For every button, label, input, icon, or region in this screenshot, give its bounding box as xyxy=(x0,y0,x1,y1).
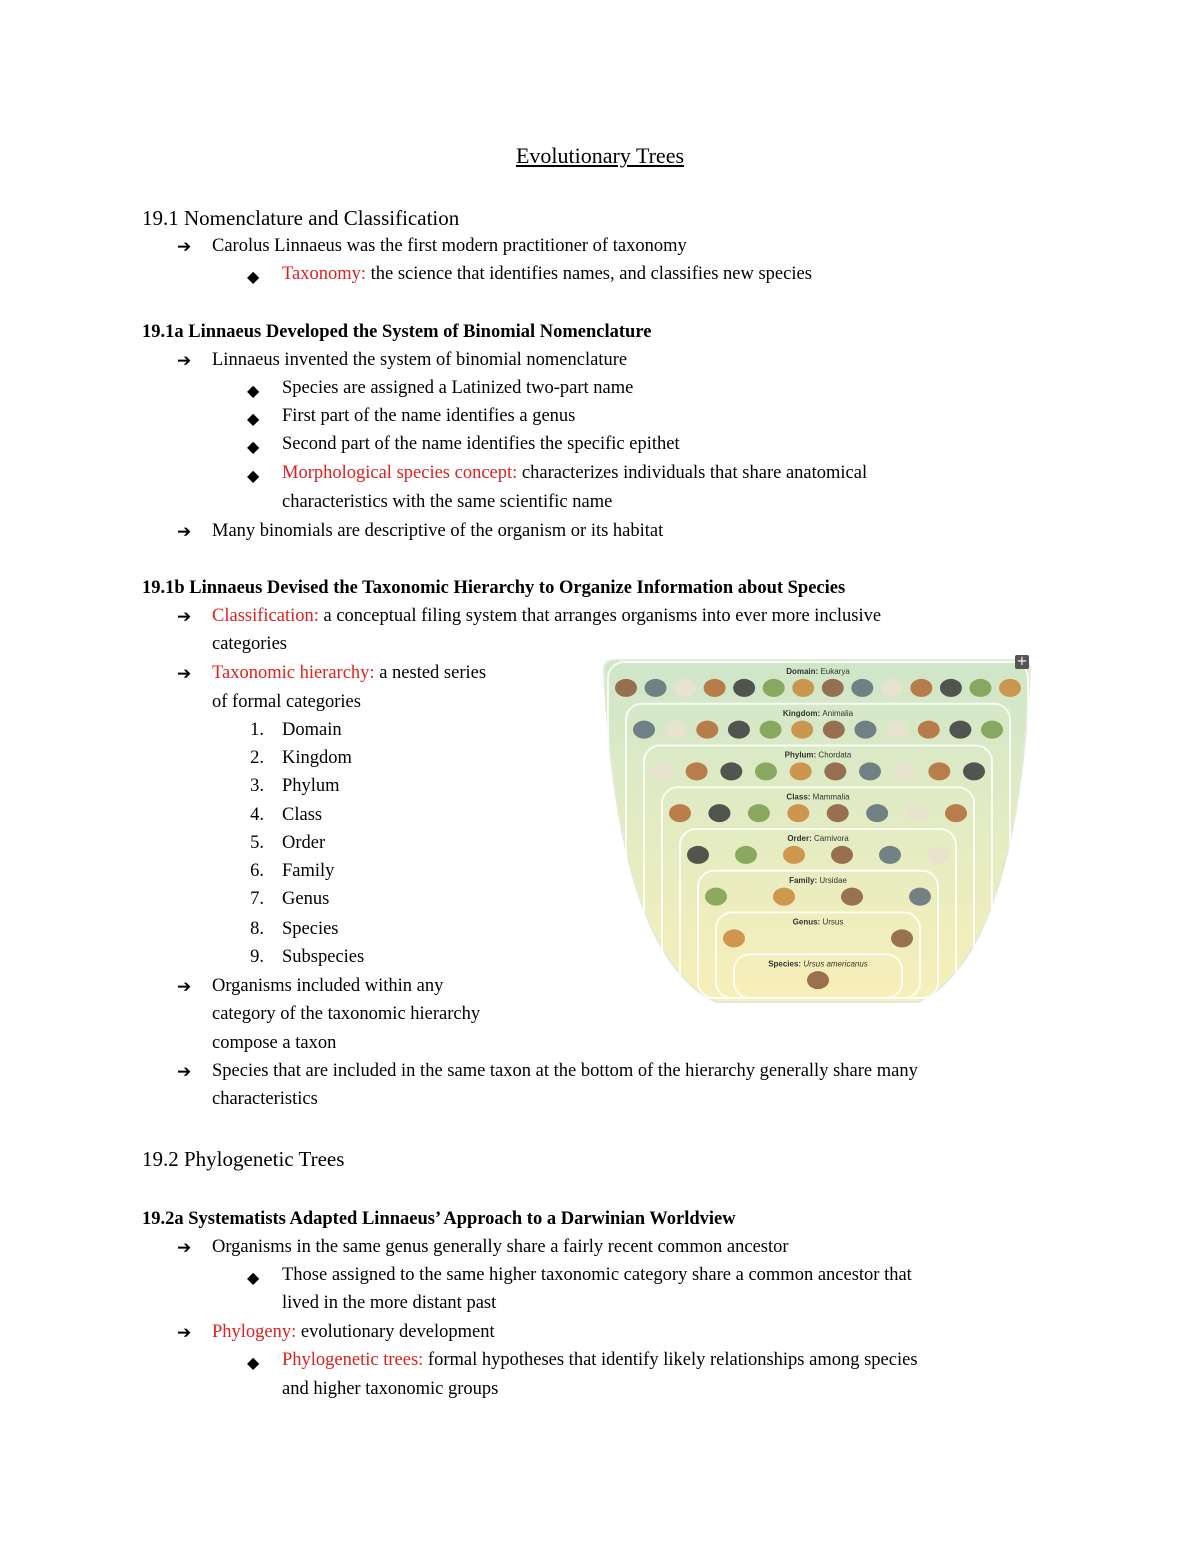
organism-illustration xyxy=(881,679,903,697)
bullet-continuation: compose a taxon xyxy=(212,1033,337,1053)
organism-illustration xyxy=(918,721,940,739)
organism-illustration xyxy=(704,679,726,697)
rank-item: Kingdom xyxy=(282,748,352,768)
rank-number: 3. xyxy=(250,776,264,796)
organism-illustration xyxy=(851,679,873,697)
subsection-heading-19-2a: 19.2a Systematists Adapted Linnaeus’ Approach to a Darwinian Worldview xyxy=(142,1209,736,1229)
organism-illustration xyxy=(645,679,667,697)
diamond-bullet-icon: ◆ xyxy=(247,383,260,400)
definition: a nested series xyxy=(374,663,487,683)
page-title: Evolutionary Trees xyxy=(515,143,685,168)
bullet-text: Species that are included in the same taxon at the bottom of the hierarchy generally share many xyxy=(212,1061,918,1081)
organism-illustration xyxy=(963,762,985,780)
organism-illustration xyxy=(708,804,730,822)
definition-line xyxy=(282,463,867,484)
organism-illustration xyxy=(651,762,673,780)
rank-item: Family xyxy=(282,861,335,881)
bullet-text: Those assigned to the same higher taxonomic category share a common ancestor that xyxy=(282,1265,912,1285)
definition: evolutionary development xyxy=(296,1322,495,1342)
bullet-continuation: categories xyxy=(212,634,287,654)
bullet-continuation: of formal categories xyxy=(212,692,361,712)
organism-illustration xyxy=(763,679,785,697)
arrow-bullet-icon: ➔ xyxy=(177,607,192,626)
rank-item: Domain xyxy=(282,720,342,740)
organism-illustration xyxy=(949,721,971,739)
diamond-bullet-icon: ◆ xyxy=(247,439,260,456)
arrow-bullet-icon: ➔ xyxy=(177,237,192,256)
taxonomic-hierarchy-figure xyxy=(598,656,1038,1012)
organism-illustration xyxy=(940,679,962,697)
bullet-continuation: category of the taxonomic hierarchy xyxy=(212,1004,481,1024)
bullet-text: Species are assigned a Latinized two-part name xyxy=(282,378,634,398)
organism-illustration xyxy=(969,679,991,697)
organism-illustration xyxy=(927,846,949,864)
organism-illustration xyxy=(928,762,950,780)
organism-illustration xyxy=(945,804,967,822)
bullet-text: Linnaeus invented the system of binomial nomenclature xyxy=(212,350,628,370)
rank-number: 5. xyxy=(250,833,264,853)
diamond-bullet-icon: ◆ xyxy=(247,1270,260,1287)
section-heading-19-1: 19.1 Nomenclature and Classification xyxy=(142,206,460,230)
organism-illustration xyxy=(748,804,770,822)
diamond-bullet-icon: ◆ xyxy=(247,411,260,428)
hierarchy-level-label: Genus: Ursus xyxy=(792,917,844,927)
organism-illustration xyxy=(696,721,718,739)
hierarchy-level-label: Species: Ursus americanus xyxy=(768,959,868,969)
bullet-text: Second part of the name identifies the specific epithet xyxy=(282,434,680,454)
organism-illustration xyxy=(760,721,782,739)
organism-illustration xyxy=(733,679,755,697)
diamond-bullet-icon: ◆ xyxy=(247,269,260,286)
rank-item: Class xyxy=(282,805,323,825)
arrow-bullet-icon: ➔ xyxy=(177,1062,192,1081)
organism-illustration xyxy=(894,762,916,780)
organism-illustration xyxy=(686,762,708,780)
arrow-bullet-icon: ➔ xyxy=(177,977,192,996)
hierarchy-level-label: Kingdom: Animalia xyxy=(782,708,854,718)
rank-number: 9. xyxy=(250,947,264,967)
organism-illustration xyxy=(824,762,846,780)
organism-illustration xyxy=(720,762,742,780)
organism-illustration xyxy=(687,846,709,864)
organism-illustration xyxy=(909,888,931,906)
organism-illustration xyxy=(791,721,813,739)
organism-illustration xyxy=(891,929,913,947)
section-heading-19-2: 19.2 Phylogenetic Trees xyxy=(142,1147,345,1171)
organism-illustration xyxy=(705,888,727,906)
organism-illustration xyxy=(665,721,687,739)
definition: characterizes individuals that share anatomical xyxy=(517,463,868,483)
bullet-text: Many binomials are descriptive of the organism or its habitat xyxy=(212,521,664,541)
arrow-bullet-icon: ➔ xyxy=(177,664,192,683)
organism-illustration xyxy=(787,804,809,822)
bullet-continuation: characteristics xyxy=(212,1089,318,1109)
hierarchy-level-label: Family: Ursidae xyxy=(789,875,847,885)
organism-illustration xyxy=(822,679,844,697)
organism-illustration xyxy=(792,679,814,697)
organism-illustration xyxy=(674,679,696,697)
definition-line xyxy=(212,606,881,627)
term: Phylogeny: xyxy=(212,1322,297,1342)
definition: formal hypotheses that identify likely relationships among species xyxy=(423,1350,918,1370)
organism-illustration xyxy=(879,846,901,864)
rank-item: Order xyxy=(282,833,326,853)
organism-illustration xyxy=(823,721,845,739)
rank-item: Subspecies xyxy=(282,947,365,967)
bullet-text: Organisms included within any xyxy=(212,976,444,996)
arrow-bullet-icon: ➔ xyxy=(177,1238,192,1257)
organism-illustration xyxy=(999,679,1021,697)
hierarchy-level-label: Class: Mammalia xyxy=(786,792,850,802)
term: Taxonomic hierarchy: xyxy=(212,663,375,683)
definition: a conceptual filing system that arranges organisms into ever more inclusive xyxy=(318,606,882,626)
diamond-bullet-icon: ◆ xyxy=(247,1355,260,1372)
hierarchy-level-label: Domain: Eukarya xyxy=(786,667,850,676)
organism-illustration xyxy=(735,846,757,864)
rank-item: Species xyxy=(282,919,339,939)
organism-illustration xyxy=(827,804,849,822)
rank-item: Phylum xyxy=(282,776,340,796)
arrow-bullet-icon: ➔ xyxy=(177,522,192,541)
organism-illustration xyxy=(723,929,745,947)
organism-illustration xyxy=(755,762,777,780)
rank-number: 7. xyxy=(250,889,264,909)
term: Phylogenetic trees: xyxy=(282,1350,424,1370)
rank-number: 1. xyxy=(250,720,264,740)
organism-illustration xyxy=(859,762,881,780)
organism-illustration xyxy=(807,971,829,989)
rank-number: 2. xyxy=(250,748,264,768)
subsection-heading-19-1a: 19.1a Linnaeus Developed the System of Binomial Nomenclature xyxy=(142,322,652,342)
rank-number: 6. xyxy=(250,861,264,881)
definition-line xyxy=(212,1322,495,1343)
rank-item: Genus xyxy=(282,889,330,909)
organism-illustration xyxy=(783,846,805,864)
bullet-continuation: characteristics with the same scientific name xyxy=(282,492,613,512)
term: Morphological species concept: xyxy=(282,463,518,483)
bullet-text: Carolus Linnaeus was the first modern practitioner of taxonomy xyxy=(212,236,687,256)
hierarchy-level-label: Order: Carnivora xyxy=(787,834,849,843)
subsection-heading-19-1b: 19.1b Linnaeus Devised the Taxonomic Hierarchy to Organize Information about Species xyxy=(142,578,846,598)
bullet-text: First part of the name identifies a genus xyxy=(282,406,576,426)
term: Classification: xyxy=(212,606,319,626)
organism-illustration xyxy=(841,888,863,906)
organism-illustration xyxy=(866,804,888,822)
organism-illustration xyxy=(790,762,812,780)
organism-illustration xyxy=(906,804,928,822)
definition-line xyxy=(282,264,812,285)
hierarchy-level-label: Phylum: Chordata xyxy=(784,750,852,760)
bullet-continuation: lived in the more distant past xyxy=(282,1293,497,1313)
rank-number: 4. xyxy=(250,805,264,825)
organism-illustration xyxy=(615,679,637,697)
arrow-bullet-icon: ➔ xyxy=(177,351,192,370)
expand-figure-button[interactable]: + xyxy=(1016,654,1028,669)
term: Taxonomy: xyxy=(282,264,366,284)
organism-illustration xyxy=(854,721,876,739)
organism-illustration xyxy=(728,721,750,739)
organism-illustration xyxy=(910,679,932,697)
diamond-bullet-icon: ◆ xyxy=(247,468,260,485)
definition: the science that identifies names, and classifies new species xyxy=(366,264,812,284)
organism-illustration xyxy=(633,721,655,739)
arrow-bullet-icon: ➔ xyxy=(177,1323,192,1342)
bullet-continuation: and higher taxonomic groups xyxy=(282,1379,499,1399)
organism-illustration xyxy=(981,721,1003,739)
rank-number: 8. xyxy=(250,919,264,939)
organism-illustration xyxy=(886,721,908,739)
organism-illustration xyxy=(773,888,795,906)
organism-illustration xyxy=(831,846,853,864)
organism-illustration xyxy=(669,804,691,822)
definition-line xyxy=(212,663,486,684)
bullet-text: Organisms in the same genus generally share a fairly recent common ancestor xyxy=(212,1237,789,1257)
definition-line xyxy=(282,1350,918,1371)
